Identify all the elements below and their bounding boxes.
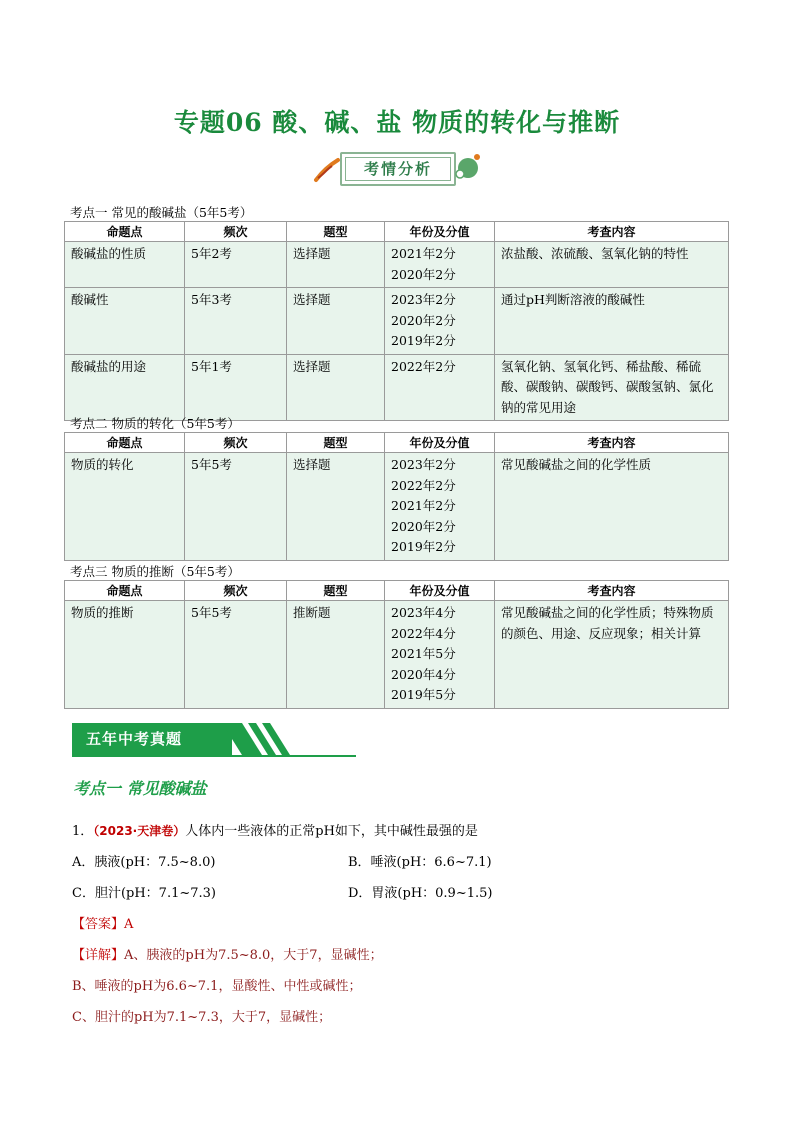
year-entry: 2019年5分 xyxy=(391,687,456,702)
table-section-2 xyxy=(64,432,729,561)
section-label-2: 考点二 物质的转化（5年5考） xyxy=(70,416,240,431)
cell-content: 常见酸碱盐之间的化学性质 xyxy=(495,453,729,561)
header-years: 年份及分值 xyxy=(385,433,495,453)
banner-underline xyxy=(72,755,356,757)
year-entry: 2023年2分 xyxy=(391,292,456,307)
table-row xyxy=(65,453,729,561)
table-section-1 xyxy=(64,221,729,421)
detail-text: A、胰液的pH为7.5~8.0，大于7，显碱性； xyxy=(124,948,383,963)
header-point: 命题点 xyxy=(65,222,185,242)
question-number: 1． xyxy=(72,824,94,839)
header-point: 命题点 xyxy=(65,581,185,601)
year-entry: 2022年2分 xyxy=(391,358,456,374)
cell-type: 推断题 xyxy=(287,601,385,709)
table-section-3 xyxy=(64,580,729,709)
banner-label: 五年中考真题 xyxy=(72,723,232,755)
cell-content: 通过pH判断溶液的酸碱性 xyxy=(495,288,729,355)
cell-years xyxy=(385,288,495,355)
question-text: 人体内一些液体的正常pH如下，其中碱性最强的是 xyxy=(185,824,478,839)
table-header-row xyxy=(65,433,729,453)
leaf-decoration-icon xyxy=(452,152,482,182)
header-freq: 频次 xyxy=(185,581,287,601)
year-entry: 2020年2分 xyxy=(391,518,456,534)
header-years: 年份及分值 xyxy=(385,581,495,601)
cell-type: 选择题 xyxy=(287,242,385,288)
cell-content: 氢氧化钠、氢氧化钙、稀盐酸、稀硫酸、碳酸钠、碳酸钙、碳酸氢钠、氯化钠的常见用途 xyxy=(495,354,729,421)
question-source: （2023·天津卷） xyxy=(93,824,186,838)
cell-freq: 5年2考 xyxy=(185,242,287,288)
header-years: 年份及分值 xyxy=(385,222,495,242)
table-row xyxy=(65,601,729,709)
banner-stripes-icon xyxy=(222,723,322,755)
header-content: 考查内容 xyxy=(495,433,729,453)
year-entry: 2019年2分 xyxy=(391,333,456,348)
header-freq: 频次 xyxy=(185,433,287,453)
header-point: 命题点 xyxy=(65,433,185,453)
detail-label: 【详解】 xyxy=(72,948,125,963)
cell-content: 常见酸碱盐之间的化学性质；特殊物质的颜色、用途、反应现象；相关计算 xyxy=(495,601,729,709)
answer-value: A xyxy=(124,917,134,932)
year-entry: 2020年4分 xyxy=(391,666,456,682)
table-row xyxy=(65,354,729,421)
answer-line xyxy=(72,913,133,932)
cell-years xyxy=(385,453,495,561)
answer-label: 【答案】 xyxy=(72,917,125,932)
year-entry: 2022年2分 xyxy=(391,477,456,493)
year-entry: 2019年2分 xyxy=(391,539,456,554)
page-title: 专题06 酸、碱、盐 物质的转化与推断 xyxy=(173,108,621,137)
header-freq: 频次 xyxy=(185,222,287,242)
option-a: A．胰液(pH：7.5~8.0) xyxy=(72,855,216,870)
header-content: 考查内容 xyxy=(495,222,729,242)
cell-point: 酸碱性 xyxy=(65,288,185,355)
badge-label: 考情分析 xyxy=(345,157,451,181)
year-entry: 2020年2分 xyxy=(391,312,456,328)
cell-years xyxy=(385,354,495,421)
badge-frame xyxy=(340,152,456,186)
detail-line-2: B、唾液的pH为6.6~7.1，显酸性、中性或碱性； xyxy=(72,979,362,994)
table-header-row xyxy=(65,581,729,601)
header-type: 题型 xyxy=(287,222,385,242)
cell-years xyxy=(385,242,495,288)
cell-freq: 5年5考 xyxy=(185,601,287,709)
brush-decoration-icon xyxy=(312,154,342,184)
question-stem xyxy=(72,820,478,839)
detail-line-3: C、胆汁的pH为7.1~7.3，大于7，显碱性； xyxy=(72,1010,332,1025)
header-type: 题型 xyxy=(287,581,385,601)
cell-years xyxy=(385,601,495,709)
year-entry: 2023年2分 xyxy=(391,457,456,472)
cell-type: 选择题 xyxy=(287,453,385,561)
cell-point: 酸碱盐的性质 xyxy=(65,242,185,288)
cell-freq: 5年5考 xyxy=(185,453,287,561)
year-entry: 2021年5分 xyxy=(391,646,456,661)
section-label-3: 考点三 物质的推断（5年5考） xyxy=(70,564,240,579)
cell-freq: 5年1考 xyxy=(185,354,287,421)
cell-point: 物质的转化 xyxy=(65,453,185,561)
section-badge xyxy=(312,148,482,188)
header-type: 题型 xyxy=(287,433,385,453)
cell-type: 选择题 xyxy=(287,354,385,421)
cell-point: 物质的推断 xyxy=(65,601,185,709)
section-label-1: 考点一 常见的酸碱盐（5年5考） xyxy=(70,205,253,220)
year-entry: 2021年2分 xyxy=(391,246,456,261)
cell-freq: 5年3考 xyxy=(185,288,287,355)
year-entry: 2021年2分 xyxy=(391,498,456,513)
year-entry: 2022年4分 xyxy=(391,625,456,641)
cell-content: 浓盐酸、浓硫酸、氢氧化钠的特性 xyxy=(495,242,729,288)
table-row xyxy=(65,288,729,355)
detail-line-1 xyxy=(72,944,383,963)
option-d: D．胃液(pH：0.9~1.5) xyxy=(348,886,493,901)
option-b: B．唾液(pH：6.6~7.1) xyxy=(348,855,492,870)
table-row xyxy=(65,242,729,288)
year-entry: 2020年2分 xyxy=(391,266,456,282)
option-c: C．胆汁(pH：7.1~7.3) xyxy=(72,886,216,901)
kaodian-heading: 考点一 常见酸碱盐 xyxy=(73,779,207,798)
cell-point: 酸碱盐的用途 xyxy=(65,354,185,421)
header-content: 考查内容 xyxy=(495,581,729,601)
year-entry: 2023年4分 xyxy=(391,605,456,620)
table-header-row xyxy=(65,222,729,242)
cell-type: 选择题 xyxy=(287,288,385,355)
five-year-banner xyxy=(72,723,356,757)
